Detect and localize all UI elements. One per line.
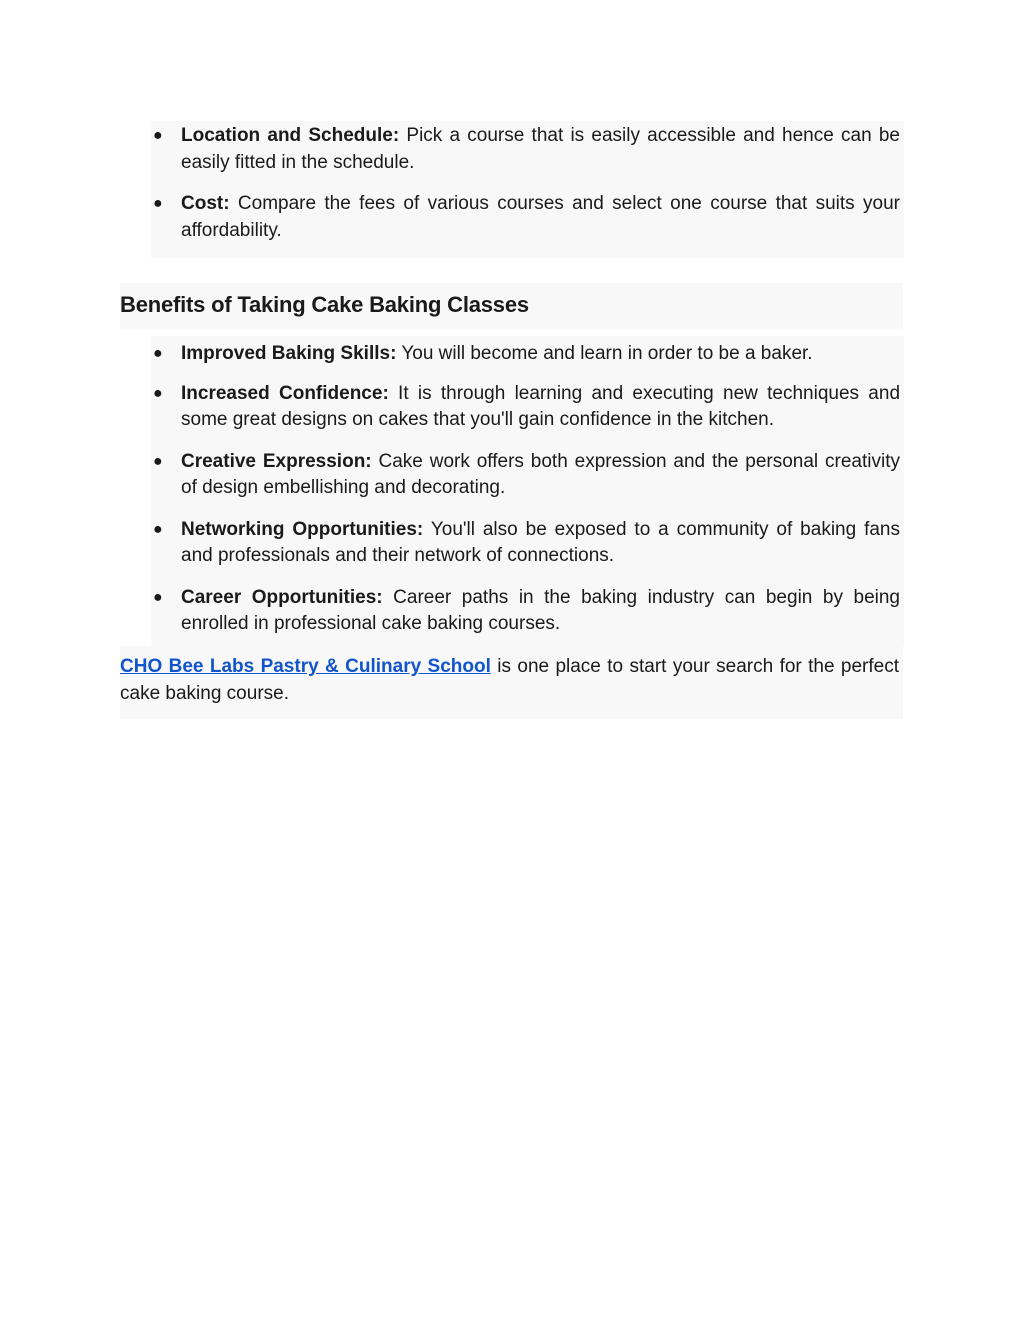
list-item bbox=[151, 381, 904, 434]
list-item-term: Increased Confidence: bbox=[181, 382, 389, 404]
bullet-icon: ● bbox=[153, 520, 163, 538]
list-item-term: Networking Opportunities: bbox=[181, 518, 424, 540]
bullet-icon: ● bbox=[153, 127, 163, 144]
list-item bbox=[151, 449, 904, 502]
bullet-icon: ● bbox=[153, 195, 163, 212]
list-item-text: Career paths in the baking industry can begin by being enrolled in professional cake baking courses. bbox=[181, 586, 900, 634]
school-link[interactable]: CHO Bee Labs Pastry & Culinary School bbox=[120, 656, 491, 677]
list-item-term: Cost: bbox=[181, 193, 230, 214]
list-item bbox=[151, 517, 904, 570]
considerations-list bbox=[151, 123, 904, 244]
section-heading: Benefits of Taking Cake Baking Classes bbox=[120, 292, 529, 317]
list-item bbox=[151, 123, 904, 176]
list-item-text: You will become and learn in order to be a baker. bbox=[396, 343, 813, 364]
list-item-text: You'll also be exposed to a community of baking fans and professionals and their network of connections. bbox=[181, 518, 901, 566]
bullet-icon: ● bbox=[153, 588, 163, 606]
list-item-text: Pick a course that is easily accessible and hence can be easily fitted in the schedule. bbox=[181, 125, 900, 173]
bullet-icon: ● bbox=[153, 384, 163, 402]
closing-text: is one place to start your search for the perfect cake baking course. bbox=[120, 656, 900, 704]
list-item-term: Location and Schedule: bbox=[181, 125, 400, 146]
list-item-text: It is through learning and executing new techniques and some great designs on cakes that you'll gain confidence in the kitchen. bbox=[181, 382, 901, 430]
bullet-icon: ● bbox=[153, 345, 163, 362]
list-item bbox=[151, 191, 904, 244]
bullet-icon: ● bbox=[153, 452, 163, 470]
benefits-list bbox=[151, 341, 904, 638]
list-item-term: Improved Baking Skills: bbox=[181, 343, 397, 364]
closing-paragraph bbox=[120, 646, 903, 719]
list-item-term: Creative Expression: bbox=[181, 450, 372, 472]
benefits-list-block bbox=[151, 336, 904, 646]
list-item-term: Career Opportunities: bbox=[181, 586, 383, 608]
list-item-text: Compare the fees of various courses and select one course that suits your affordability. bbox=[181, 193, 900, 241]
considerations-list-block bbox=[151, 121, 904, 258]
list-item bbox=[151, 585, 904, 638]
list-item bbox=[151, 341, 904, 368]
benefits-heading-block bbox=[120, 283, 903, 329]
list-item-text: Cake work offers both expression and the personal creativity of design embellishing and decorating. bbox=[181, 450, 900, 498]
